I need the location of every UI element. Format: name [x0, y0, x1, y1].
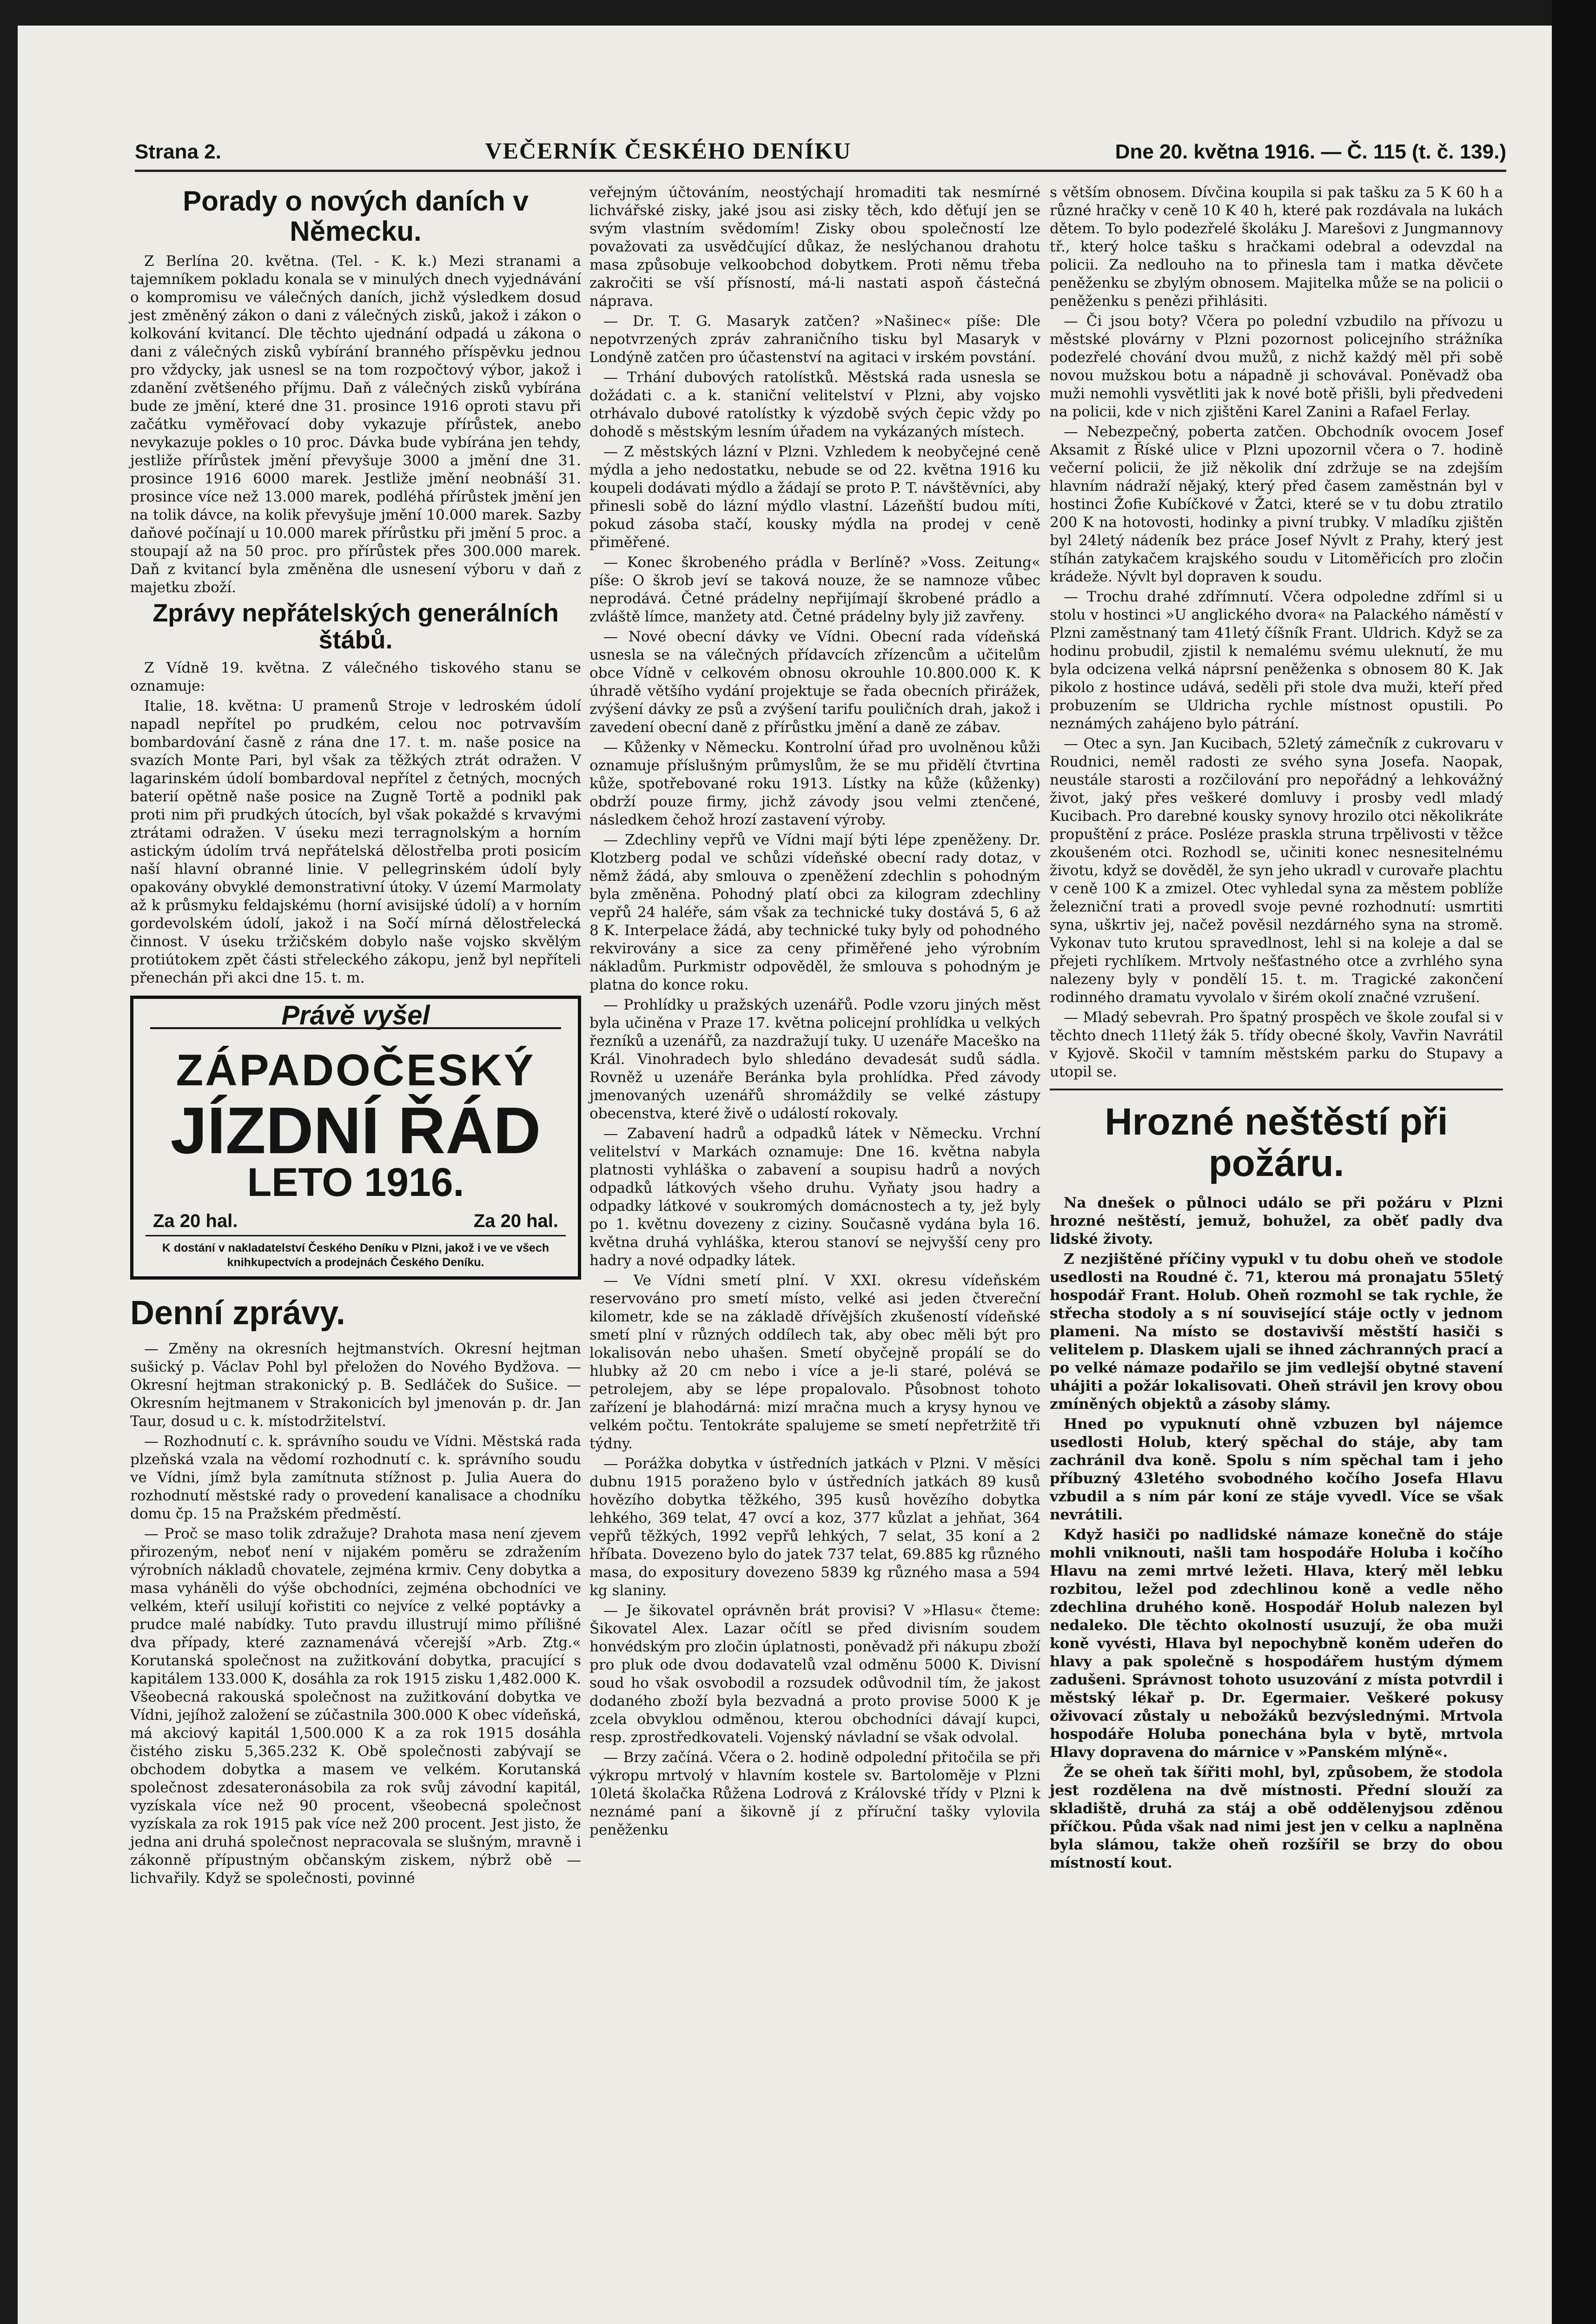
article-brzy-zacina: — Brzy začíná. Včera o 2. hodině odpolední přitočila se při výkropu mrtvolý v hlavním kostele sv. Bartoloměje v Plzni 10letá školačka Růžena Lodrová z Královské třídy v Plzni k neznámé paní a šikovně jí z příruční tašky vylovila peněženku: [589, 1749, 1040, 1838]
article-pozar-p3: Když hasiči po nadlidské námaze konečně do stáje mohli vniknouti, našli tam hospodáře Holuba i kočího Hlavu na zemi mrtvé ležeti. Hlava, který měl lebku rozbitou, ležel pod zdechlinou koně a vedle něho zdechlina druhého koně. Hospodář Holub nalezen byl nedaleko. Dle těchto okolností usuzují, že oba muži koně vyvésti, Hlava byl nepochybně koněm udeřen do hlavy a pak společně s hospodářem hustým dýmem zadušeni. Správnost tohoto usuzování z místa potvrdil i městský lékař p. Dr. Egermaier. Veškeré pokusy oživovací zůstaly u nebožáků bezvýslednými. Mrtvola hospodáře Holuba ponechána byla v bytě, mrtvola Hlavy dopravena do márnice v »Panském mlýně«.: [1050, 1526, 1503, 1761]
article-brzy-continued: s větším obnosem. Dívčina koupila si pak tašku za 5 K 60 h a různé hračky v ceně 10 K 40 h, které pak rozdávala na lukách dětem. To bylo podezřelé školáku J. Marešovi z Jungmannovy tř., který holce tašku s hračkami odebral a odevzdal na policii. Za nedlouho na to přinesla tam i matka děvčete peněženku se zbylým obnosem. Majitelka může se na policii o peněženku s penězi přihlásiti.: [1050, 184, 1503, 310]
advert-line-leto: LETO 1916.: [247, 1160, 464, 1205]
article-smeti: — Ve Vídni smetí plní. V XXI. okresu vídeňském reservováno pro smetí místo, velké asi jeden čtvereční kilometr, kde se na základě dřívějších zkušeností vídeňské smetí plní v různých oddílech tak, aby obec měli být pro lokalisován nebo uhašen. Smetí obyčejně propálí se do hlubky až 20 cm nebo i více a je-li staré, polévá se petrolejem, aby se lépe propalovalo. Působnost tohoto zařízení je blahodárná: mizí mračna much a krysy hynou ve velkém počtu. Tentokráte spalujeme se smetí nepřetržitě tři týdny.: [589, 1272, 1040, 1452]
article-lazne: — Z městských lázní v Plzni. Vzhledem k neobyčejné ceně mýdla a jeho nedostatku, nebude se od 22. května 1916 ku koupeli dodávati mýdlo a žádají se proto P. T. návštěvníci, aby přinesli sobě do lázní mýdlo vlastní. Lázeňští budou míti, pokud zásoba stačí, kousky mýdla na prodej v ceně přiměřené.: [589, 443, 1040, 551]
article-porady: Z Berlína 20. května. (Tel. - K. k.) Mezi stranami a tajemníkem pokladu konala se v minulých dnech vyjednávání o kompromisu ve válečných daních, jichž výsledkem dosud jest změněný zákon o dani z válečných zisků, jakož i zákon o kolkování kvitancí. Dle těchto ujednání odpadá u zákona o dani z válečných zisků vybírání branného příspěvku jednou pro vždycky, jak usnesl se na tom rozpočtový výbor, jakož i zdanění zvětšeného příjmu. Daň z válečných zisků vybírána bude ze jmění, které dne 31. prosince 1916 oproti stavu při začátku vyměřovací doby vykazuje přírůstek, anebo nevykazuje pokles o 10 proc. Dávka bude vybírána jen tehdy, jestliže přírůstek jmění převyšuje 3000 a jmění dne 31. prosince 1916 6000 marek. Jestliže jmění neobnáší 31. prosince více než 13.000 marek, podléhá přírůstek jmění jen na tolik dávce, na kolik převyšuje jmění 10.000 marek. Sazby daňové počínají u 10.000 marek přírůstku při jmění 5 proc. a stoupají až na 50 proc. pro přírůstek přes 300.000 marek. Daň z kvitancí byla změněna dle usnesení výboru v daň z majetku zboží.: [130, 252, 581, 596]
article-spravni-soud: — Rozhodnutí c. k. správního soudu ve Vídni. Městská rada plzeňská vzala na vědomí rozhodnutí c. k. správního soudu ve Vídni, jímž byla zamítnuta stížnost p. Julia Auera do rozhodnutí městské rady o provedení kanalisace a chodníku domu čp. 15 na Pražském předměstí.: [130, 1433, 581, 1522]
article-maso-continued: veřejným účtováním, neostýchají hromaditi tak nesmírné lichvářské zisky, jaké jsou asi zisky těch, kdo děťují jen se svým vlastním svědomím! Zisky obou společností lze považovati za usvědčující důkaz, že neslýchanou drahotu masa způsobuje velkoobchod dobytkem. Proti němu třeba zakročiti se vší přísností, má-li nastati aspoň částečná náprava.: [589, 184, 1040, 310]
page-number: Strana 2.: [135, 140, 221, 163]
article-pozar-p1: Z nezjištěné příčiny vypukl v tu dobu oheň ve stodole usedlosti na Roudné č. 71, kterou má pronajatu 55letý hospodář Frant. Holub. Oheň rozmohl se tak rychle, že střecha stodoly a s ní související stáje octly v jednom plameni. Na místo se dostavivší městští hasiči s velitelem p. Dlaskem ujali se ihned záchranných prací a po velké námaze podařilo se jim vedlejší obytné stavení uhájiti a požár lokalisovati. Oheň strávil jen krovy obou zmíněných objektů a zásoby slámy.: [1050, 1251, 1503, 1413]
issue-date: Dne 20. května 1916. — Č. 115 (t. č. 139.): [1115, 140, 1506, 163]
article-skrob: — Konec škrobeného prádla v Berlíně? »Voss. Zeitung« píše: O škrob jeví se taková nouze, že se namnoze vůbec neprodává. Četné prádelny nepřijímají škrobené prádlo a zvláště límce, manžety atd. Četné prádelny byly již zavřeny.: [589, 554, 1040, 625]
section-divider: [1050, 1089, 1503, 1090]
column-1: [130, 184, 581, 1889]
article-davky-viden: — Nové obecní dávky ve Vídni. Obecní rada vídeňská usnesla se na válečných přídavcích zřízencům a učitelům obce Vídně v celkovém obnosu okrouhle 10.800.000 K. K úhradě většího vydání projektuje se řada obecních přirážek, zvýšení dávky ze psů a zvýšení tarifu pouličních drah, jakož i zavedení obecní daně z přírůstku jmění a daně ze zábav.: [589, 628, 1040, 736]
article-porazka: — Porážka dobytka v ústředních jatkách v Plzni. V měsíci dubnu 1915 poraženo bylo v ústředních jatkách 89 kusů hovězího dobytka těžkého, 395 kusů hovězího dobytka lehkého, 369 telat, 47 ovcí a koz, 377 kůzlat a jehňat, 364 vepřů těžkých, 1992 vepřů lehkých, 7 selat, 35 koní a 2 hříbata. Dovezeno bylo do jatek 737 telat, 69.885 kg různého masa, do expositury dovezeno 5839 kg různého masa a 594 kg slaniny.: [589, 1455, 1040, 1599]
headline-zpravy-stabu: Zprávy nepřátelských generálních štábů.: [152, 599, 559, 654]
advert-prices: [146, 1212, 566, 1230]
article-maso: — Proč se maso tolik zdražuje? Drahota masa není zjevem přirozeným, neboť není v nijakém poměru se zdražením výrobních nákladů chovatele, zejména krmiv. Ceny dobytka a masa vyháněli do výše obchodníci, zejména obchodníci ve velkém, kteří usilují kořistiti co nejvíce z velké poptávky a prudce malé nabídky. Tuto pravdu illustrují mimo přílišné dva případy, které zaznamenává včerejší »Arb. Ztg.« Korutanská společnost na zužitkování dobytka, pracující s kapitálem 133.000 K, dosáhla za rok 1915 zisku 1,482.000 K. Všeobecná rakouská společnost na zužitkování dobytka ve Vídni, jejíhož založení se zúčastnila 300.000 K obec vídeňská, má akciový kapitál 1,500.000 K a za rok 1915 dosáhla čistého zisku 5,365.232 K. Obě společnosti zabývají se obchodem dobytka a masem ve velkém. Korutanská společnost zdesateronásobila za rok svůj závodní kapitál, vyzískala více než 90 procent, všeobecná společnost vyzískala za rok 1915 pak více než 200 procent. Jest jisto, že jedna ani druhá společnost nepracovala se slušným, mravně i zákonně přípustným občanským ziskem, nýbrž obě — lichvařily. Když se společnosti, povinné: [130, 1525, 581, 1887]
article-uzenari: — Prohlídky u pražských uzenářů. Podle vzoru jiných měst byla učiněna v Praze 17. května policejní prohlídka u velkých řezníků a uzenářů, za nazdražují tuky. U uzenáře Maceško na Král. Vinohradech bylo shledáno devadesát sudů sádla. Rovněž u uzenáře Beránka byla prohlídka. Před závody jmenovaných uzenářů shromáždily se velké zástupy obecenstva, které živě o událostí rokovaly.: [589, 997, 1040, 1122]
newspaper-title: VEČERNÍK ČESKÉHO DENÍKU: [485, 138, 852, 164]
advert-line-jizdni-rad: JÍZDNÍ ŘÁD: [170, 1093, 541, 1168]
article-sikovatel: — Je šikovatel oprávněn brát provisi? V »Hlasu« čteme: Šikovatel Alex. Lazar očítl se před divisním soudem honvédským pro zločin úplatnosti, poněvadž při nákupu zboží pro pluk ode dvou dodavatelů vzal odměnu 5000 K. Divisní soud ho však osvobodil a rozsudek odůvodnil tím, že jakost dodaného zboží byla bezvadná a proto provise 5000 K je zcela obvyklou odměnou, kterou obchodníci dávají kupci, resp. zprostředkovateli. Vojenský návladní se však odvolal.: [589, 1602, 1040, 1746]
article-zdrimnuti: — Trochu drahé zdřímnutí. Včera odpoledne zdříml si u stolu v hostinci »U anglického dvora« na Palackého náměstí v Plzni zaměstnaný tam 41letý číšník Frant. Uldrich. Když se za hodinu probudil, zjistil k nemalému svému uleknutí, že mu byla odcizena velká náprsní peněženka s obnosem 80 K. Jak pikolo z hostince udává, seděli při stole dva muži, kteří před probuzením se Uldricha rychle místnost opustili. Po neznámých zahájeno bylo pátrání.: [1050, 588, 1503, 732]
advert-line-zapadocesky: ZÁPADOČESKÝ: [176, 1045, 536, 1096]
headline-pozar: Hrozné neštěstí při požáru.: [1105, 1101, 1448, 1184]
article-masaryk: — Dr. T. G. Masaryk zatčen? »Našinec« píše: Dle nepotvrzených zpráv zahraničního tisku byl Masaryk v Londýně zatčen pro účastenství na agitaci v irském povstání.: [589, 313, 1040, 366]
scan-dark-edge: [1552, 0, 1596, 2324]
column-3: [1050, 184, 1503, 1874]
article-zpravy-intro: Z Vídně 19. května. Z válečného tiskového stanu se oznamuje:: [130, 660, 581, 695]
advert-jizdni-rad: [130, 996, 581, 1280]
advert-price-left: Za 20 hal.: [153, 1211, 238, 1232]
advert-availability: K dostání v nakladatelství Českého Deníku v Plzni, jakož i ve ve všech knihkupectvích a prodejnách Českého Deníku.: [146, 1235, 566, 1270]
article-pozar-lead: Na dnešek o půlnoci událo se při požáru v Plzni hrozné neštěstí, jemuž, bohužel, za oběť padly dva lidské životy.: [1050, 1195, 1503, 1248]
advert-price-right: Za 20 hal.: [473, 1211, 558, 1232]
article-kuzenky: — Kůženky v Německu. Kontrolní úřad pro uvolněnou kůži oznamuje příslušným průmyslům, že se mu přidělí čtvrtina kůže, spotřebované roku 1913. Lístky na kůže (kůženky) obdrží pouze firmy, jichž závody jsou velmi ztenčené, následkem čehož hrozí zastavení výroby.: [589, 739, 1040, 828]
article-zmeny-hejtmanstvi: — Změny na okresních hejtmanstvích. Okresní hejtman sušický p. Václav Pohl byl přeložen do Nového Bydžova. — Okresní hejtman strakonický p. B. Sedláček do Sušice. — Okresním hejtmanem v Strakonicích byl jmenován p. dr. Jan Taur, dosud u c. k. místodržitelství.: [130, 1340, 581, 1430]
article-pozar-p2: Hned po vypuknutí ohně vzbuzen byl nájemce usedlosti Holub, který spěchal do stáje, aby tam zachránil dva koně. Spolu s ním spěchal tam i jeho příbuzný 43letého svobodného kočího Josefa Hlavu vzbudil a s ním pár koní ze stáje vyvedl. Více se však nevrátili.: [1050, 1416, 1503, 1524]
article-italie: Italie, 18. května: U pramenů Stroje v ledroském údolí napadl nepřítel po prudkém, celou noc potrvavším bombardování časně z rána dne 17. t. m. naše posice na svazích Monte Pari, byl však za těžkých ztrát odražen. V lagarinském údolí bombardoval nepřítel z četných, mocných baterií opětně naše posice na Zugně Tortě a podnikl pak proti nim při prudkých útocích, byl však pokaždé s krvavými ztrátami odražen. V úseku mezi terragnolským a horním astickým údolím trvá nepřátelská dělostřelba proti posicím naší hlavní obranné linie. V pellegrinském údolí byly opakovány obvyklé demonstrativní útoky. V území Marmolaty až k průsmyku feldajskému (horní avisijské údolí) a v horním gordevolském údolí, jakož i na Sočí mírná dělostřelecká činnost. V úseku tržičském dobylo naše vojsko skvělým protiútokem zpět části střeleckého zákopu, jenž byl nepříteli přenechán při akci dne 15. t. m.: [130, 698, 581, 987]
article-hadry: — Zabavení hadrů a odpadků látek v Německu. Vrchní velitelství v Markách oznamuje: Dne 16. května nabyla platnosti vyhláška o zabavení a soupisu hadrů a nových odpadků látkových všeho druhu. Vyňaty jsou hadry a odpadky látkové v soukromých domácnostech a ty, jež byly po 1. květnu dovezeny z ciziny. Současně vydána byla 16. května druhá vyhláška, kterou stanoví se nejvyšší ceny pro hadry a nové odpadky látek.: [589, 1125, 1040, 1269]
article-zdechliny: — Zdechliny vepřů ve Vídni mají býti lépe zpeněženy. Dr. Klotzberg podal ve schůzi vídeňské obecní rady dotaz, v němž žádá, aby smlouva o zpeněžení zdechlin s pohodným byla změněna. Pohodný platí obci za kilogram zdechliny vepřů 24 haléře, sám však za technické tuky dostává 5, 6 až 8 K. Interpelace žádá, aby technické tuky byly od pohodného rekvirovány a sice za ceny přiměřené jeho výrobním nákladům. Purkmistr odpověděl, že smlouva s pohodným je platna do konce roku.: [589, 832, 1040, 993]
page-header: [135, 137, 1506, 172]
article-sebevrah: — Mladý sebevrah. Pro špatný prospěch ve škole zoufal si v těchto dnech 11letý žák 5. třídy obecné školy, Vavřin Navrátil v Kyjově. Skočil v tamním městském parku do Stupavy a utopil se.: [1050, 1009, 1503, 1080]
section-denni-zpravy: Denní zprávy.: [130, 1294, 345, 1332]
column-2: [589, 184, 1040, 1841]
article-poberta: — Nebezpečný, poberta zatčen. Obchodník ovocem Josef Aksamit z Říské ulice v Plzni upozornil včera o 7. hodině večerní policii, že již několik dní zdržuje se na zdejším hlavním nádraží nějaký, který před časem zaměstnán byl v hostinci Žofie Kubíčkové v Žatci, které se v tu dobu ztratilo 200 K na hotovosti, hodinky a pivní trubky. V mladíku zjištěn byl 24letý nádeník bez práce Josef Nývlt z Prahy, který jest stíhán zatykačem krajského soudu v Litoměřicích pro zločin krádeže. Nývlt byl dopraven k soudu.: [1050, 423, 1503, 585]
article-boty: — Či jsou boty? Včera po polední vzbudilo na přívozu u městské plovárny v Plzni pozornost policejního strážníka podezřelé chování dvou mužů, z nichž každý měl při sobě novou mužskou botu a nápadně ji schovával. Poněvadž oba muži nemohli vysvětliti jak k nové botě přišli, byli předvedeni na policii, kde v nich zjištěni Karel Zanini a Rafael Ferlay.: [1050, 313, 1503, 420]
article-pozar-p4: Že se oheň tak šířiti mohl, byl, způsobem, že stodola jest rozdělena na dvě místnosti. Přední slouží za skladiště, druhá za stáj a obě oddělenyjsou zděnou příčkou. Půda však nad nimi jest jen v celku a naplněna byla slámou, takže oheň rozšířil se brzy do obou místností kout.: [1050, 1764, 1503, 1872]
article-ratolistky: — Trhání dubových ratolístků. Městská rada usnesla se dožádati c. a k. staniční velitelství v Plzni, aby vojsko otrhávalo dubové ratolístky k výzdobě svých čepic vždy po dohodě s městským lesním úřadem na vykázaných místech.: [589, 369, 1040, 440]
article-otec-syn: — Otec a syn. Jan Kucibach, 52letý zámečník z cukrovaru v Roudnici, neměl radosti ze svého syna Josefa. Naopak, neustále starosti a rozčilování pro nepořádný a lehkovážný život, jaký přes veškeré domluvy i prosby vedl mladý Kucibach. Pro darebné kousky synovy hrozilo otci několikráte propuštění z práce. Posléze prasklа struna trpělivosti v těžce zkoušeném otci. Rozhodl se, učiniti konec nesnesitelnému životu, když se dověděl, že syn jeho ukradl v curovaře plachtu v ceně 100 K a zmizel. Otec vyhledal syna za městem poblíže železniční trati a provedl svoje pevné rozhodnutí: usmrtiti syna, uškrtiv jej, načež pověsil nezdárného syna na stromě. Vykonav tuto krutou spravedlnost, lehl si na koleje a dal se přejeti rychlíkem. Mrtvoly nešťastného otce a zvrhlého syna nalezeny byly v pondělí 15. t. m. Tragické zakončení rodinného dramatu vyvolalo v širém okolí značné vzrušení.: [1050, 735, 1503, 1006]
headline-porady: Porady o nových daních v Německu.: [183, 185, 529, 247]
advert-line-prave-vysel: Právě vyšel: [150, 1006, 561, 1029]
